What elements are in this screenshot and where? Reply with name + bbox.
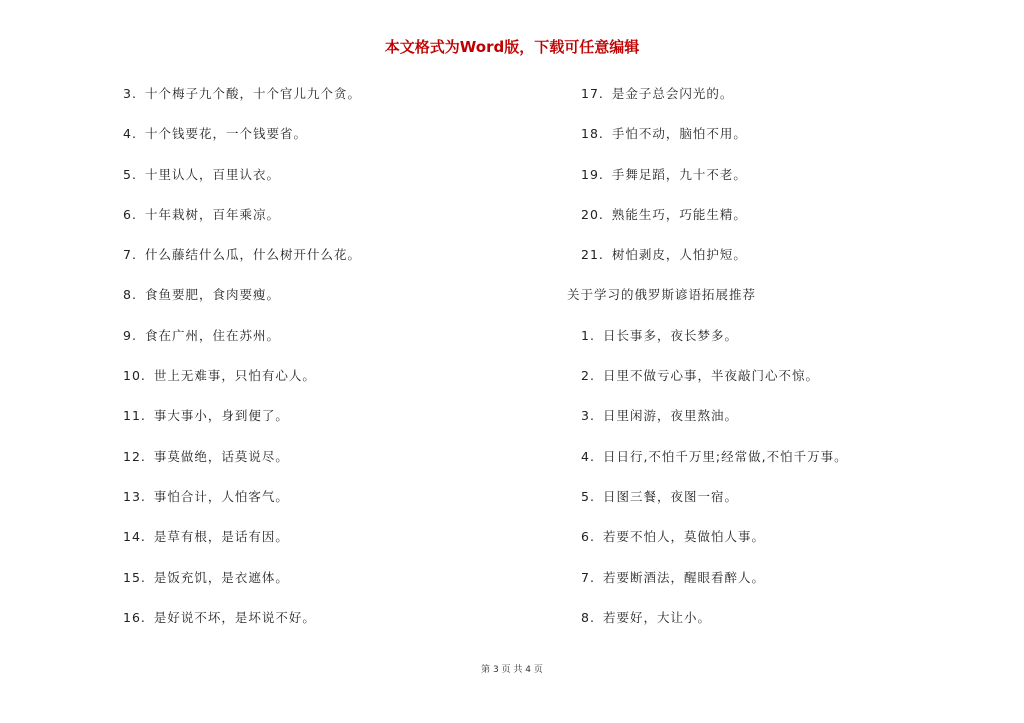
item-text: 食鱼要肥，食肉要瘦。: [144, 287, 280, 303]
list-item: [123, 285, 361, 325]
list-item: [123, 245, 361, 285]
list-item: [123, 205, 361, 245]
item-text: 十个梅子九个酸，十个官儿九个贪。: [144, 86, 361, 101]
item-text: 事莫做绝，话莫说尽。: [153, 448, 289, 464]
list-item: [123, 326, 361, 366]
item-number: 8.: [581, 609, 595, 625]
item-text: 世上无难事，只怕有心人。: [153, 368, 316, 384]
list-item: [567, 84, 848, 124]
item-text: 树怕剥皮，人怕护短。: [611, 247, 747, 263]
item-text: 十里认人，百里认衣。: [144, 166, 280, 182]
list-item: [567, 245, 848, 285]
document-header-title: 本文格式为Word版，下载可任意编辑: [384, 38, 640, 56]
item-number: 9.: [123, 327, 137, 343]
item-number: 7.: [123, 247, 137, 263]
item-text: 日图三餐，夜图一宿。: [602, 488, 738, 504]
item-text: 是饭充饥，是衣遮体。: [153, 569, 289, 585]
item-text: 事怕合计，人怕客气。: [153, 488, 289, 504]
section-heading: 关于学习的俄罗斯谚语拓展推荐: [567, 287, 757, 303]
item-text: 是草有根，是话有因。: [153, 529, 289, 545]
item-number: 19.: [581, 166, 604, 182]
item-text: 日长事多，夜长梦多。: [602, 327, 738, 343]
item-number: 3.: [581, 408, 595, 424]
item-number: 2.: [581, 368, 595, 384]
list-item: [567, 165, 848, 205]
item-number: 21.: [581, 247, 604, 263]
list-item: [567, 326, 848, 366]
left-column-list: [123, 84, 361, 648]
item-number: 5.: [581, 488, 595, 504]
item-number: 5.: [123, 166, 137, 182]
list-item: [123, 608, 361, 648]
item-number: 1.: [581, 327, 595, 343]
item-number: 18.: [581, 126, 604, 142]
item-text: 若要断酒法，醒眼看醉人。: [602, 569, 765, 585]
list-item: [567, 447, 848, 487]
item-number: 6.: [123, 206, 137, 222]
item-number: 11.: [123, 408, 146, 424]
item-text: 若要不怕人，莫做怕人事。: [602, 529, 765, 545]
item-number: 16.: [123, 609, 146, 625]
item-text: 日里不做亏心事，半夜敲门心不惊。: [602, 368, 819, 384]
item-text: 日日行,不怕千万里;经常做,不怕千万事。: [602, 448, 848, 464]
list-item: [123, 124, 361, 164]
item-number: 4.: [123, 126, 137, 142]
item-number: 15.: [123, 569, 146, 585]
item-number: 17.: [581, 86, 604, 101]
list-item: [567, 527, 848, 567]
item-text: 十个钱要花，一个钱要省。: [144, 126, 307, 142]
list-item: [123, 447, 361, 487]
item-number: 4.: [581, 448, 595, 464]
list-item: [123, 366, 361, 406]
list-item: [123, 406, 361, 446]
item-text: 是金子总会闪光的。: [611, 86, 734, 101]
item-number: 7.: [581, 569, 595, 585]
list-item: [123, 165, 361, 205]
item-text: 是好说不坏，是坏说不好。: [153, 609, 316, 625]
item-text: 食在广州，住在苏州。: [144, 327, 280, 343]
list-item: [123, 527, 361, 567]
list-item: [123, 84, 361, 124]
list-item: [567, 124, 848, 164]
item-number: 3.: [123, 86, 137, 101]
list-item: [567, 487, 848, 527]
list-item: [567, 366, 848, 406]
list-item: [567, 205, 848, 245]
item-number: 10.: [123, 368, 146, 384]
list-item: [567, 406, 848, 446]
item-text: 日里闲游，夜里熬油。: [602, 408, 738, 424]
item-text: 熟能生巧，巧能生精。: [611, 206, 747, 222]
list-item: [123, 487, 361, 527]
list-item: [567, 608, 848, 648]
item-number: 6.: [581, 529, 595, 545]
item-text: 手怕不动，脑怕不用。: [611, 126, 747, 142]
item-text: 什么藤结什么瓜，什么树开什么花。: [144, 247, 361, 263]
item-number: 8.: [123, 287, 137, 303]
list-item: [567, 568, 848, 608]
page-footer: 第 3 页 共 4 页: [481, 665, 543, 675]
item-text: 手舞足蹈，九十不老。: [611, 166, 747, 182]
item-text: 若要好，大让小。: [602, 609, 711, 625]
item-number: 14.: [123, 529, 146, 545]
item-text: 事大事小，身到便了。: [153, 408, 289, 424]
item-number: 13.: [123, 488, 146, 504]
item-number: 20.: [581, 206, 604, 222]
list-item: [123, 568, 361, 608]
item-text: 十年栽树，百年乘凉。: [144, 206, 280, 222]
right-column-list: [567, 84, 848, 648]
item-number: 12.: [123, 448, 146, 464]
